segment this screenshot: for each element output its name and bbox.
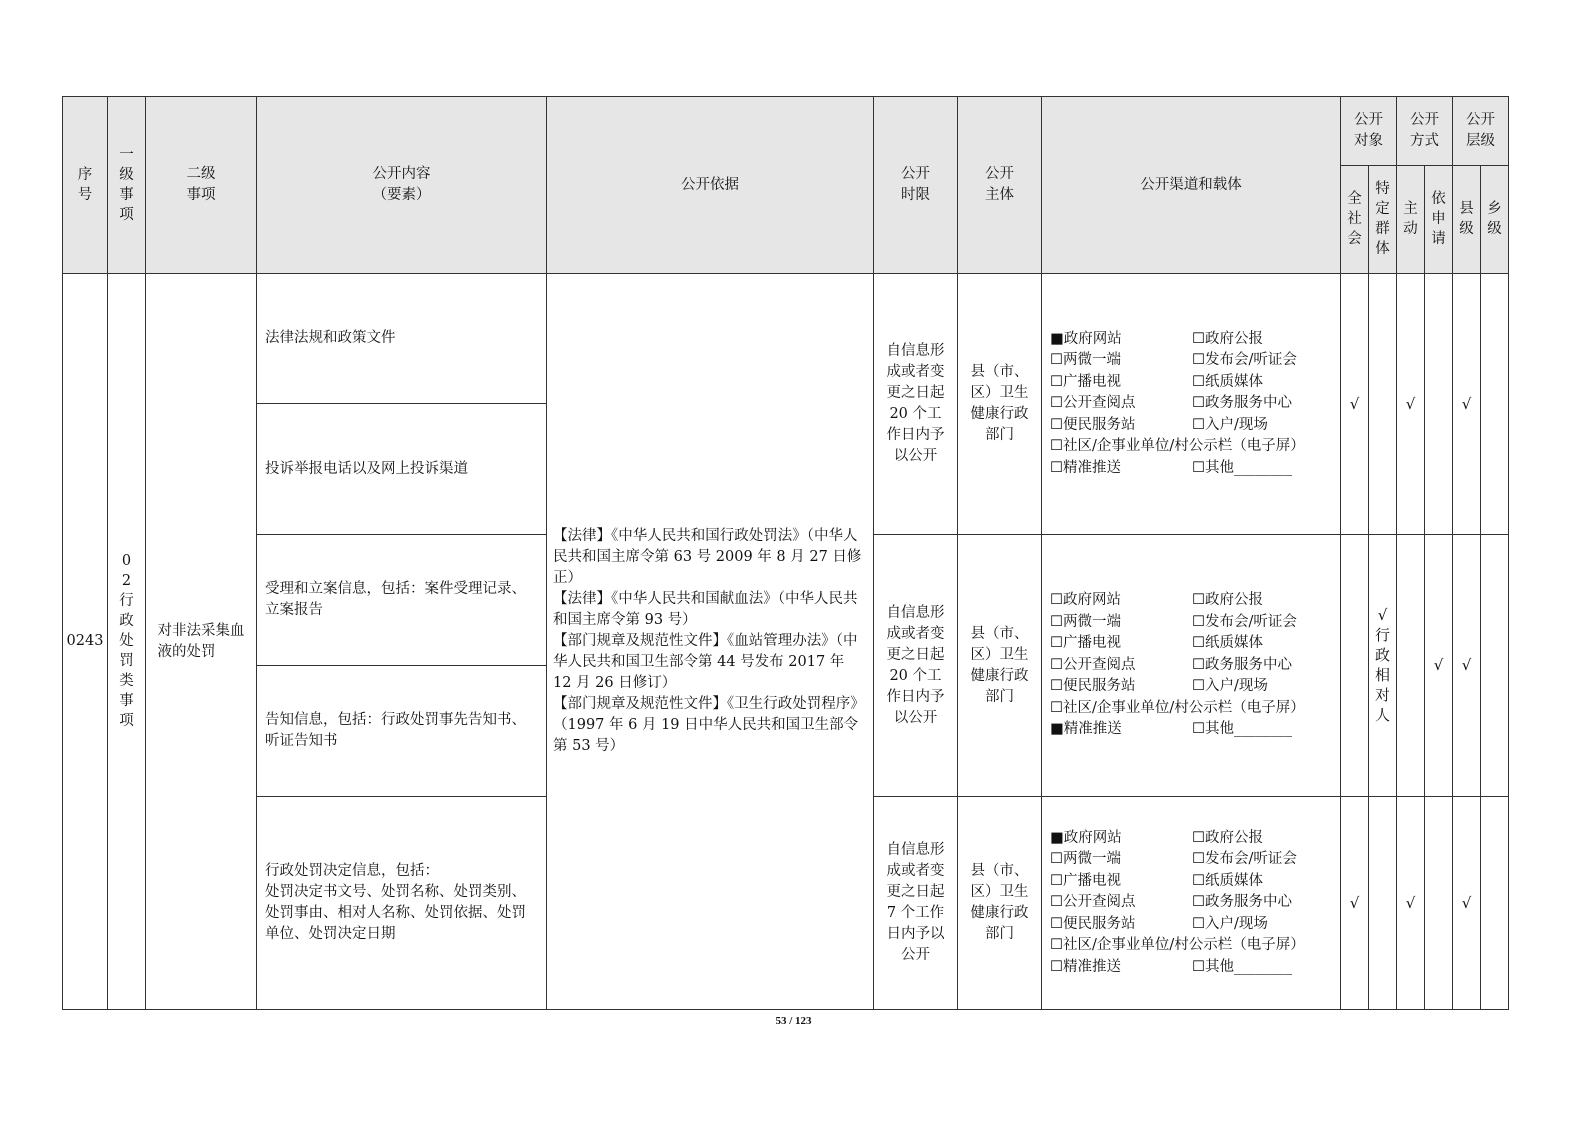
channel-option: ☐纸质媒体 [1192, 872, 1263, 889]
channel-option: ■精准推送 [1050, 721, 1122, 738]
header-object: 公开对象 [1341, 97, 1397, 166]
channel-option: ☐发布会/听证会 [1192, 851, 1297, 868]
channels-cell [1042, 535, 1341, 797]
time-limit-cell: 自信息形成或者变更之日起 20 个工作日内予以公开 [874, 535, 958, 797]
header-method-apply: 依申请 [1425, 166, 1453, 274]
channels-cell [1042, 797, 1341, 1010]
header-level-county: 县级 [1453, 166, 1481, 274]
content-item: 法律法规和政策文件 [257, 274, 547, 404]
channel-option: ■政府网站 [1050, 829, 1122, 846]
level-county-check: √ [1453, 797, 1481, 1010]
channel-option: ☐其他________ [1192, 459, 1292, 476]
channel-option: ☐纸质媒体 [1192, 635, 1263, 652]
subject-cell: 县（市、区）卫生健康行政部门 [958, 535, 1042, 797]
header-content-title: 公开内容 [372, 166, 431, 182]
channel-option: ☐政府网站 [1050, 592, 1121, 609]
level-county-check: √ [1453, 535, 1481, 797]
header-time-limit: 公开时限 [874, 97, 958, 274]
channels-grid [1050, 329, 1340, 480]
channel-option: ☐广播电视 [1050, 872, 1121, 889]
channel-option: ☐精准推送 [1050, 958, 1121, 975]
header-content [257, 97, 547, 274]
object-specific-check [1369, 274, 1397, 535]
object-all-check: √ [1341, 797, 1369, 1010]
content-item: 投诉举报电话以及网上投诉渠道 [257, 404, 547, 535]
header-method: 公开方式 [1397, 97, 1453, 166]
channel-option: ☐公开查阅点 [1050, 894, 1136, 911]
channels-grid [1050, 828, 1340, 979]
object-all-check [1341, 535, 1369, 797]
channel-option: ☐其他________ [1192, 958, 1292, 975]
method-active-check: √ [1397, 797, 1425, 1010]
header-subject: 公开主体 [958, 97, 1042, 274]
channel-option: ☐纸质媒体 [1192, 373, 1263, 390]
channel-option: ☐便民服务站 [1050, 915, 1136, 932]
page-number: 53 / 123 [775, 1015, 812, 1027]
channel-option: ☐政府公报 [1192, 592, 1263, 609]
header-level: 公开层级 [1453, 97, 1509, 166]
channel-option: ☐政务服务中心 [1192, 656, 1292, 673]
level1-cell: 02行政处罚类事项 [108, 274, 146, 1010]
subject-cell: 县（市、区）卫生健康行政部门 [958, 797, 1042, 1010]
channel-option: ☐其他________ [1192, 721, 1292, 738]
basis-cell [547, 274, 874, 1010]
channel-option: ☐发布会/听证会 [1192, 352, 1297, 369]
channel-option: ☐入户/现场 [1192, 678, 1268, 695]
object-specific-check [1369, 797, 1397, 1010]
channel-option: ☐社区/企事业单位/村公示栏（电子屏） [1050, 438, 1305, 455]
channel-option: ☐入户/现场 [1192, 915, 1268, 932]
channel-option: ☐发布会/听证会 [1192, 613, 1297, 630]
header-method-active: 主动 [1397, 166, 1425, 274]
header-object-specific: 特定群体 [1369, 166, 1397, 274]
content-item: 受理和立案信息，包括：案件受理记录、立案报告 [257, 535, 547, 666]
header-content-sub: （要素） [372, 187, 431, 203]
level-town-check [1481, 274, 1509, 535]
object-all-check: √ [1341, 274, 1369, 535]
channel-option: ☐政务服务中心 [1192, 395, 1292, 412]
method-apply-check: √ [1425, 535, 1453, 797]
channel-option: ☐社区/企事业单位/村公示栏（电子屏） [1050, 699, 1305, 716]
channel-option: ☐两微一端 [1050, 851, 1121, 868]
channel-option: ☐公开查阅点 [1050, 395, 1136, 412]
channel-option: ☐政府公报 [1192, 829, 1263, 846]
channel-option: ☐两微一端 [1050, 352, 1121, 369]
time-limit-cell: 自信息形成或者变更之日起 7 个工作日内予以公开 [874, 797, 958, 1010]
channel-option: ☐政务服务中心 [1192, 894, 1292, 911]
channel-option: ■政府网站 [1050, 330, 1122, 347]
seq-cell: 0243 [63, 274, 108, 1010]
channel-option: ☐广播电视 [1050, 635, 1121, 652]
content-item: 行政处罚决定信息，包括： 处罚决定书文号、处罚名称、处罚类别、处罚事由、相对人名称、处罚依据、处罚单位、处罚决定日期 [257, 797, 547, 1010]
basis-line: 【法律】《中华人民共和国献血法》（中华人民共和国主席令第 93 号） [553, 591, 858, 628]
header-level-town: 乡级 [1481, 166, 1509, 274]
level-town-check [1481, 535, 1509, 797]
method-active-check [1397, 535, 1425, 797]
method-active-check: √ [1397, 274, 1425, 535]
level-town-check [1481, 797, 1509, 1010]
header-channels: 公开渠道和载体 [1042, 97, 1341, 274]
channel-option: ☐社区/企事业单位/村公示栏（电子屏） [1050, 937, 1305, 954]
content-item: 告知信息，包括：行政处罚事先告知书、听证告知书 [257, 666, 547, 797]
channel-option: ☐精准推送 [1050, 459, 1121, 476]
channel-option: ☐两微一端 [1050, 613, 1121, 630]
level2-cell: 对非法采集血液的处罚 [146, 274, 257, 1010]
channel-option: ☐公开查阅点 [1050, 656, 1136, 673]
header-level1: 一级事项 [108, 97, 146, 274]
channel-option: ☐广播电视 [1050, 373, 1121, 390]
method-apply-check [1425, 797, 1453, 1010]
channels-cell [1042, 274, 1341, 535]
subject-cell: 县（市、区）卫生健康行政部门 [958, 274, 1042, 535]
time-limit-cell: 自信息形成或者变更之日起 20 个工作日内予以公开 [874, 274, 958, 535]
channel-option: ☐便民服务站 [1050, 416, 1136, 433]
basis-line: 【部门规章及规范性文件】《卫生行政处罚程序》（1997 年 6 月 19 日中华人民共和国卫生部令第 53 号） [553, 696, 865, 754]
channel-option: ☐入户/现场 [1192, 416, 1268, 433]
level-county-check: √ [1453, 274, 1481, 535]
channels-grid [1050, 590, 1340, 741]
channel-option: ☐政府公报 [1192, 330, 1263, 347]
header-seq: 序号 [63, 97, 108, 274]
basis-line: 【部门规章及规范性文件】《血站管理办法》（中华人民共和国卫生部令第 44 号发布 2017 年 12 月 26 日修订） [553, 633, 858, 691]
header-basis: 公开依据 [547, 97, 874, 274]
header-level2: 二级事项 [146, 97, 257, 274]
method-apply-check [1425, 274, 1453, 535]
object-specific-check: √行政相对人 [1369, 535, 1397, 797]
basis-line: 【法律】《中华人民共和国行政处罚法》（中华人民共和国主席令第 63 号 2009 年 8 月 27 日修正） [553, 528, 862, 586]
disclosure-table [62, 96, 1509, 1010]
header-object-all: 全社会 [1341, 166, 1369, 274]
channel-option: ☐便民服务站 [1050, 678, 1136, 695]
